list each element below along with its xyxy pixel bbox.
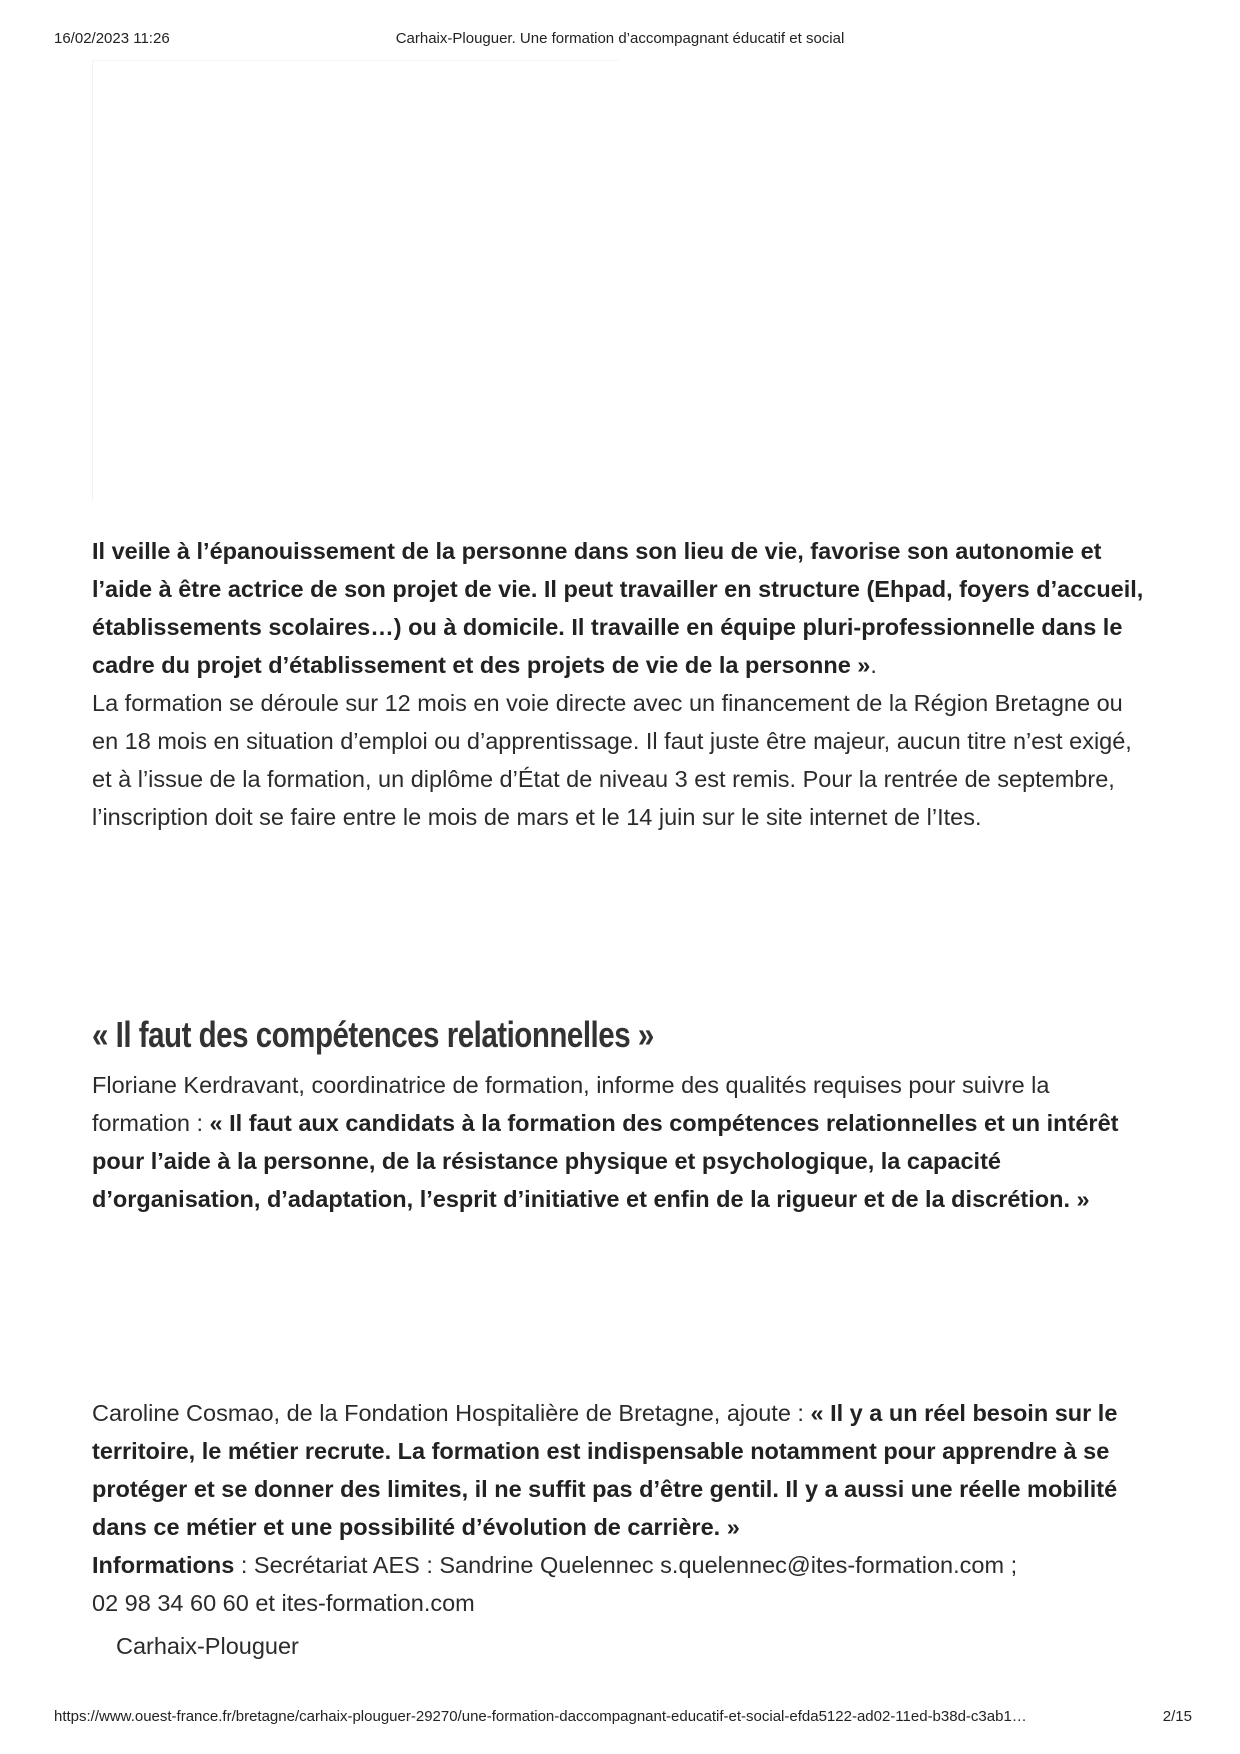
- info-contact: : Secrétariat AES : Sandrine Quelennec s.quelennec@ites-formation.com ;: [234, 1552, 1018, 1578]
- print-url: https://www.ouest-france.fr/bretagne/carhaix-plouguer-29270/une-formation-daccompagnant-educatif-et-social-efda5122-ad02-11ed-b38d-c3ab1…: [54, 1708, 1027, 1725]
- print-header: [54, 30, 1186, 50]
- print-footer: [54, 1708, 1192, 1728]
- article-paragraph-3: [92, 1066, 1152, 1218]
- quote-bold: « Il y a un réel besoin sur le territoire, le métier recrute. La formation est indispensable notamment pour apprendre à se protéger et se donner des limites, il ne suffit pas d’être gentil. Il y a aussi une réelle mobilité dans ce métier et une possibilité d’évolution de carrière. »: [92, 1400, 1118, 1540]
- section-heading: « Il faut des compétences relationnelles »: [92, 1013, 654, 1055]
- article-paragraph-4: [92, 1394, 1152, 1622]
- print-datetime: 16/02/2023 11:26: [54, 30, 170, 47]
- paragraph-intro: Floriane Kerdravant, coordinatrice de formation, informe des qualités requises pour suivre la formation :: [92, 1072, 1050, 1136]
- article-paragraph-2: La formation se déroule sur 12 mois en voie directe avec un financement de la Région Bretagne ou en 18 mois en situation d’emploi ou d’apprentissage. Il faut juste être majeur, aucun titre n’est exigé, et à l’issue de la formation, un diplôme d’État de niveau 3 est remis. Pour la rentrée de septembre, l’inscription doit se faire entre le mois de mars et le 14 juin sur le site internet de l’Ites.: [92, 690, 1132, 830]
- paragraph-intro: Caroline Cosmao, de la Fondation Hospitalière de Bretagne, ajoute :: [92, 1400, 811, 1426]
- print-page-title: Carhaix-Plouguer. Une formation d’accompagnant éducatif et social: [395, 30, 845, 47]
- quote-bold: « Il faut aux candidats à la formation des compétences relationnelles et un intérêt pour l’aide à la personne, de la résistance physique et psychologique, la capacité d’organisation, d’adaptation, l’esprit d’initiative et enfin de la rigueur et de la discrétion. »: [92, 1110, 1119, 1212]
- quote-bold: Il veille à l’épanouissement de la personne dans son lieu de vie, favorise son autonomie et l’aide à être actrice de son projet de vie. Il peut travailler en structure (Ehpad, foyers d’accueil, établissements scolaires…) ou à domicile. Il travaille en équipe pluri-professionnelle dans le cadre du projet d’établissement et des projets de vie de la personne »: [92, 538, 1144, 678]
- info-paragraph: [92, 1546, 1152, 1584]
- page-number: 2/15: [1162, 1708, 1192, 1725]
- location-tag[interactable]: Carhaix-Plouguer: [116, 1633, 299, 1659]
- info-label: Informations: [92, 1552, 235, 1578]
- quote-end-punctuation: .: [870, 652, 877, 678]
- article-image-placeholder: [92, 60, 619, 500]
- article-paragraph-1: [92, 532, 1152, 836]
- info-phone-site[interactable]: 02 98 34 60 60 et ites-formation.com: [92, 1590, 475, 1616]
